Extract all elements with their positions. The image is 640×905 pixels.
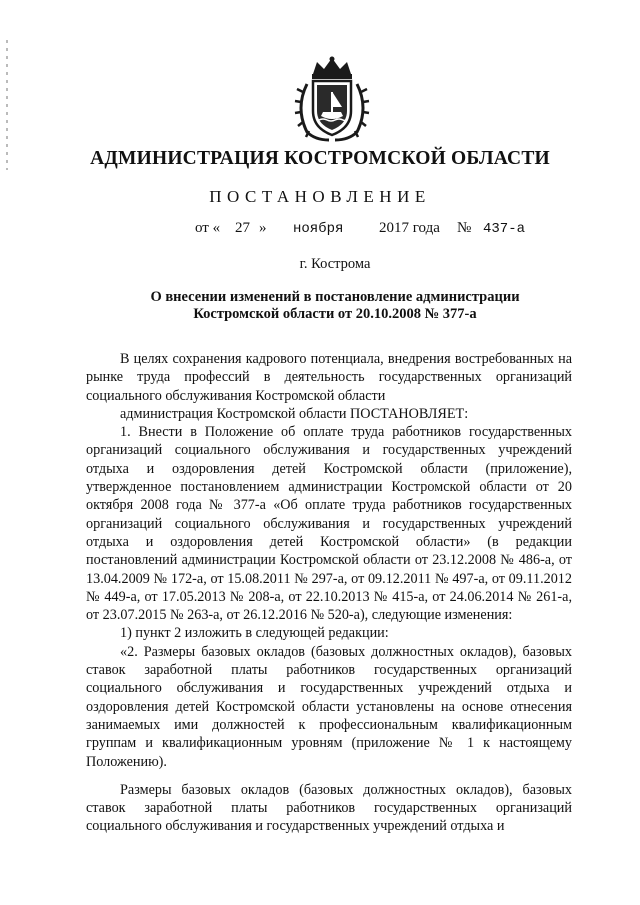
paragraph-quoted-point-2: «2. Размеры базовых окладов (базовых должностных окладов), базовых ставок заработной платы работников государственных организаций социального обслуживания и государственных учреждений отдыха и оздоровления детей Костромской области установлены на основе отнесения занимаемых ими должностей к профессиональным квалификационным группам и квалификационным уровням (приложение № 1 к настоящему Положению). — [86, 643, 572, 770]
date-prefix: от « — [195, 220, 221, 236]
document-body — [86, 350, 572, 836]
coat-of-arms-icon — [293, 56, 371, 142]
document-type: ПОСТАНОВЛЕНИЕ — [209, 187, 431, 206]
date-year: 2017 года — [379, 220, 440, 236]
date-day: 27 — [235, 220, 250, 236]
number-sign: № — [457, 220, 472, 236]
paragraph-base-salaries: Размеры базовых окладов (базовых должностных окладов), базовых ставок заработной платы работников государственных организаций социального обслуживания и государственных учреждений отдыха и — [86, 781, 572, 835]
paragraph-subitem-1: 1) пункт 2 изложить в следующей редакции: — [120, 625, 389, 642]
organization-title: АДМИНИСТРАЦИЯ КОСТРОМСКОЙ ОБЛАСТИ — [90, 148, 550, 169]
subject-line-2: Костромской области от 20.10.2008 № 377-а — [193, 306, 477, 322]
date-month: ноября — [293, 221, 344, 237]
subject-line-1: О внесении изменений в постановление администрации — [150, 289, 520, 305]
paragraph-preamble: В целях сохранения кадрового потенциала, внедрения востребованных на рынке труда профессий в деятельность государственных организаций социального обслуживания Костромской области — [86, 351, 572, 404]
paragraph-resolves: администрация Костромской области ПОСТАНОВЛЯЕТ: — [120, 405, 469, 422]
city-line: г. Кострома — [299, 256, 371, 272]
document-number: 437-а — [483, 221, 526, 237]
document-subject — [0, 289, 640, 323]
date-close-quote: » — [259, 220, 267, 236]
paragraph-item-1: 1. Внести в Положение об оплате труда работников государственных организаций социального обслуживания и государственных учреждений отдыха и оздоровления детей Костромской области (приложение), утвержденное постановлением администрации Костромской области от 20 октября 2008 года № 377-а «Об оплате труда работников государственных организаций социального обслуживания и государственных учреждений отдыха и оздоровления детей Костромской области» (в редакции постановлений администрации Костромской области от 23.12.2008 № 486-а, от 13.04.2009 № 172-а, от 15.08.2011 № 297-а, от 09.12.2011 № 497-а, от 09.11.2012 № 449-а, от 17.05.2013 № 208-а, от 22.10.2013 № 415-а, от 24.06.2014 № 261-а, от 23.07.2015 № 263-а, от 26.12.2016 № 520-а), следующие изменения: — [86, 424, 572, 624]
